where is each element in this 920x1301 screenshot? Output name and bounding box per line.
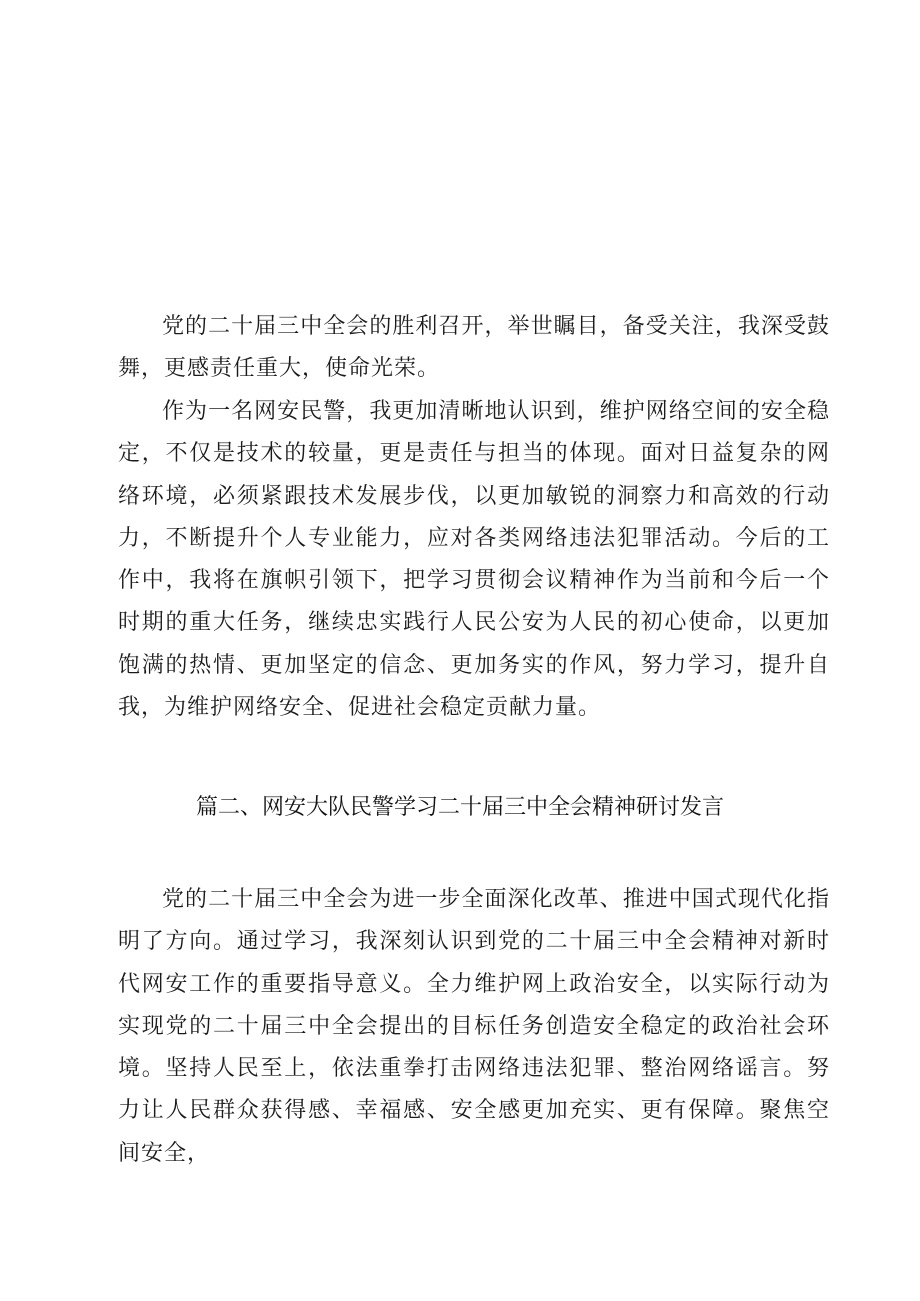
paragraph-congress-inspiration: 党的二十届三中全会的胜利召开，举世瞩目，备受关注，我深受鼓舞，更感责任重大，使命光荣。 xyxy=(118,314,830,382)
paragraph-study-discussion: 党的二十届三中全会为进一步全面深化改革、推进中国式现代化指明了方向。通过学习，我深刻认识到党的二十届三中全会精神对新时代网安工作的重要指导意义。全力维护网上政治安全，以实际行动为实现党的二十届三中全会提出的目标任务创造安全稳定的政治社会环境。坚持人民至上，依法重拳打击网络违法犯罪、整治网络谣言。努力让人民群众获得感、幸福感、安全感更加充实、更有保障。聚焦空间安全， xyxy=(118,887,830,1166)
paragraph-cyber-police-reflection: 作为一名网安民警，我更加清晰地认识到，维护网络空间的安全稳定，不仅是技术的较量，更是责任与担当的体现。面对日益复杂的网络环境，必须紧跟技术发展步伐，以更加敏锐的洞察力和高效的行动力，不断提升个人专业能力，应对各类网络违法犯罪活动。今后的工作中，我将在旗帜引领下，把学习贯彻会议精神作为当前和今后一个时期的重大任务，继续忠实践行人民公安为人民的初心使命，以更加饱满的热情、更加坚定的信念、更加务实的作风，努力学习，提升自我，为维护网络安全、促进社会稳定贡献力量。 xyxy=(118,399,830,721)
section-heading: 篇二、网安大队民警学习二十届三中全会精神研讨发言 xyxy=(195,795,724,820)
